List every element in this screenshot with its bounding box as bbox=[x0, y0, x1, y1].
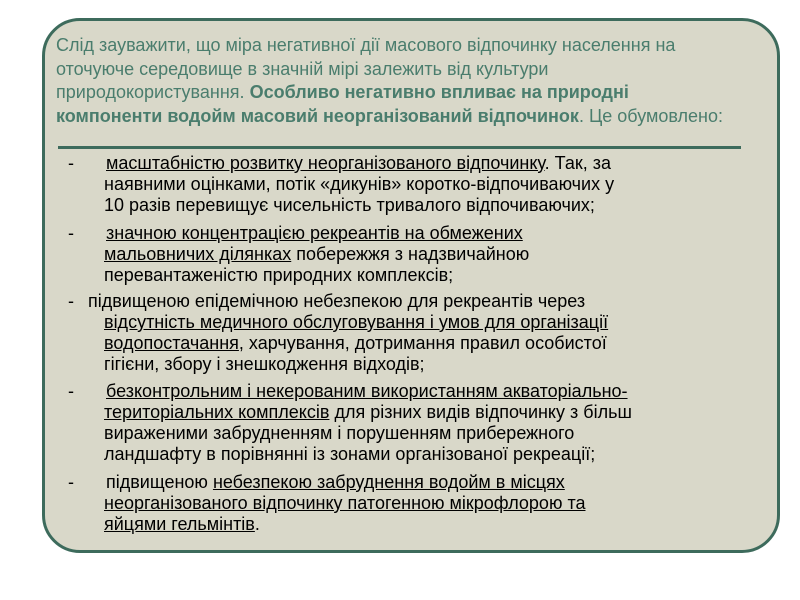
intro-line-2: оточуюче середовище в значній мірі залежить від культури bbox=[56, 58, 549, 79]
list-item-2-text: побережжя з надзвичайною bbox=[291, 244, 530, 264]
intro-emphasis-2: компоненти водойм масовий неорганізований відпочинок bbox=[56, 105, 579, 126]
list-item-3-line-2: відсутність медичного обслуговування і умов для організації bbox=[104, 312, 609, 332]
list-item-4-line-3: вираженими забрудненням і порушенням прибережного bbox=[104, 423, 575, 443]
list-item-5-line-3 bbox=[68, 514, 768, 535]
divider bbox=[58, 146, 741, 149]
list-item-1 bbox=[68, 153, 768, 216]
list-item-3-underlined: водопостачання bbox=[104, 333, 239, 353]
intro-line-4: . Це обумовлено: bbox=[578, 105, 723, 126]
list-item-3-line-4: гігієни, збору і знешкодження відходів; bbox=[104, 354, 425, 374]
list-item-4-line-2 bbox=[68, 402, 768, 423]
list-item-4-text: для різних видів відпочинку з більш bbox=[329, 402, 632, 422]
intro-paragraph bbox=[56, 34, 756, 128]
list-item-1-line-3: 10 разів перевищує чисельність тривалого відпочиваючих; bbox=[104, 195, 595, 215]
list-item-4 bbox=[68, 381, 768, 465]
list-item-5 bbox=[68, 472, 768, 535]
list-item-2-underlined-2: мальовничих ділянках bbox=[104, 244, 292, 264]
list-item-1-underlined: масштабністю розвитку неорганізованого відпочинку bbox=[106, 153, 545, 173]
list-item-5-text: підвищеною bbox=[106, 472, 213, 492]
list-item-3-text: підвищеною епідемічною небезпекою для рекреантів через bbox=[88, 291, 586, 311]
list-item-2-underlined: значною концентрацією рекреантів на обмежених bbox=[106, 223, 523, 243]
list-item-3 bbox=[68, 291, 768, 375]
list-dash: - bbox=[68, 381, 74, 401]
list-item-2-line-3: перевантаженістю природних комплексів; bbox=[104, 265, 454, 285]
list-item-5-period: . bbox=[254, 514, 260, 534]
list-item-5-underlined: небезпекою забруднення водойм в місцях bbox=[212, 472, 565, 492]
list-item-3-line-3 bbox=[68, 333, 768, 354]
list-item-3-text-2: , харчування, дотримання правил особистої bbox=[238, 333, 607, 353]
intro-line-1: Слід зауважити, що міра негативної дії масового відпочинку населення на bbox=[56, 35, 676, 55]
intro-emphasis-1: Особливо негативно впливає на природні bbox=[249, 82, 629, 102]
list-dash: - bbox=[68, 153, 74, 173]
list-item-5-line-2: неорганізованого відпочинку патогенною мікрофлорою та bbox=[104, 493, 586, 513]
list-dash: - bbox=[68, 472, 74, 492]
list-item-2-line-2 bbox=[68, 244, 768, 265]
list-item-5-underlined-3: яйцями гельмінтів bbox=[104, 514, 255, 534]
list-item-4-underlined-2: територіальних комплексів bbox=[104, 402, 330, 422]
list-item-4-line-4: ландшафту в порівнянні із зонами організованої рекреації; bbox=[104, 444, 596, 464]
list-item-2 bbox=[68, 223, 768, 286]
list-dash: - bbox=[68, 223, 74, 243]
list-item-4-underlined: безконтрольним і некерованим використанням акваторіально- bbox=[106, 381, 628, 401]
intro-line-3: природокористування. bbox=[56, 82, 250, 102]
list-item-1-text: . Так, за bbox=[544, 153, 611, 173]
list-item-1-line-2: наявними оцінками, потік «дикунів» коротко-відпочиваючих у bbox=[104, 174, 615, 194]
list-dash: - bbox=[68, 291, 74, 311]
